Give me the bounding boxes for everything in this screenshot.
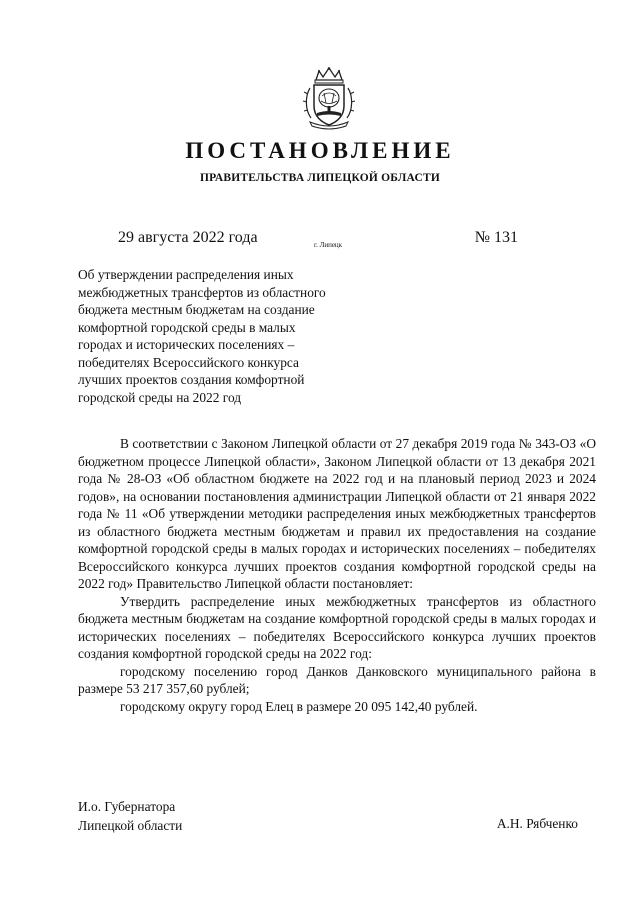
coat-of-arms-icon [302,66,356,130]
subject-line: лучших проектов создания комфортной [78,372,305,387]
signatory-name: А.Н. Рябченко [496,816,578,831]
subject-line: бюджета местным бюджетам на создание [78,302,315,317]
signatory-position-line: И.о. Губернатора [78,799,176,814]
document-title: ПОСТАНОВЛЕНИЕ [185,138,455,163]
resolution-paragraph: Утвердить распределение иных межбюджетных трансфертов из областного бюджета местным бюджетам на создание комфортной городской среды в малых городах и исторических поселениях – победителях Всероссийского конкурса лучших проектов создания комфортной городской среды на 2022 год: [78,593,596,661]
document-city: г. Липецк [314,241,343,249]
document-number: № 131 [474,229,518,246]
document-subject [78,266,378,406]
subject-line: Об утверждении распределения иных [78,267,294,282]
subject-line: межбюджетных трансфертов из областного [78,284,326,300]
document-body [78,435,596,715]
allocation-item: городскому округу город Елец в размере 20 095 142,40 рублей. [120,698,478,714]
signatory-position-line: Липецкой области [78,818,183,833]
allocation-item: городскому поселению город Данков Данковского муниципального района в размере 53 217 357,60 рублей; [78,663,596,696]
subject-line: городах и исторических поселениях – [78,337,295,352]
document-date: 29 августа 2022 года [118,229,258,246]
subject-line: победителях Всероссийского конкурса [78,354,299,370]
subject-line: городской среды на 2022 год [78,389,242,405]
signatory-position [78,797,182,835]
preamble-paragraph: В соответствии с Законом Липецкой области от 27 декабря 2019 года № 343-ОЗ «О бюджетном процессе Липецкой области», Законом Липецкой области от 13 декабря 2021 года № 28-ОЗ «Об областном бюджете на 2022 год и на плановый период 2023 и 2024 годов», на основании постановления администрации Липецкой области от 21 января 2022 года № 11 «Об утверждении методики распределения иных межбюджетных трансфертов из областного бюджета местным бюджетам и правил их предоставления на создание комфортной городской среды в малых городах и исторических поселениях – победителях Всероссийского конкурса лучших проектов создания комфортной городской среды на 2022 год» Правительство Липецкой области постановляет: [78,436,596,591]
subject-line: комфортной городской среды в малых [78,319,296,335]
issuer-name: ПРАВИТЕЛЬСТВА ЛИПЕЦКОЙ ОБЛАСТИ [200,172,440,184]
